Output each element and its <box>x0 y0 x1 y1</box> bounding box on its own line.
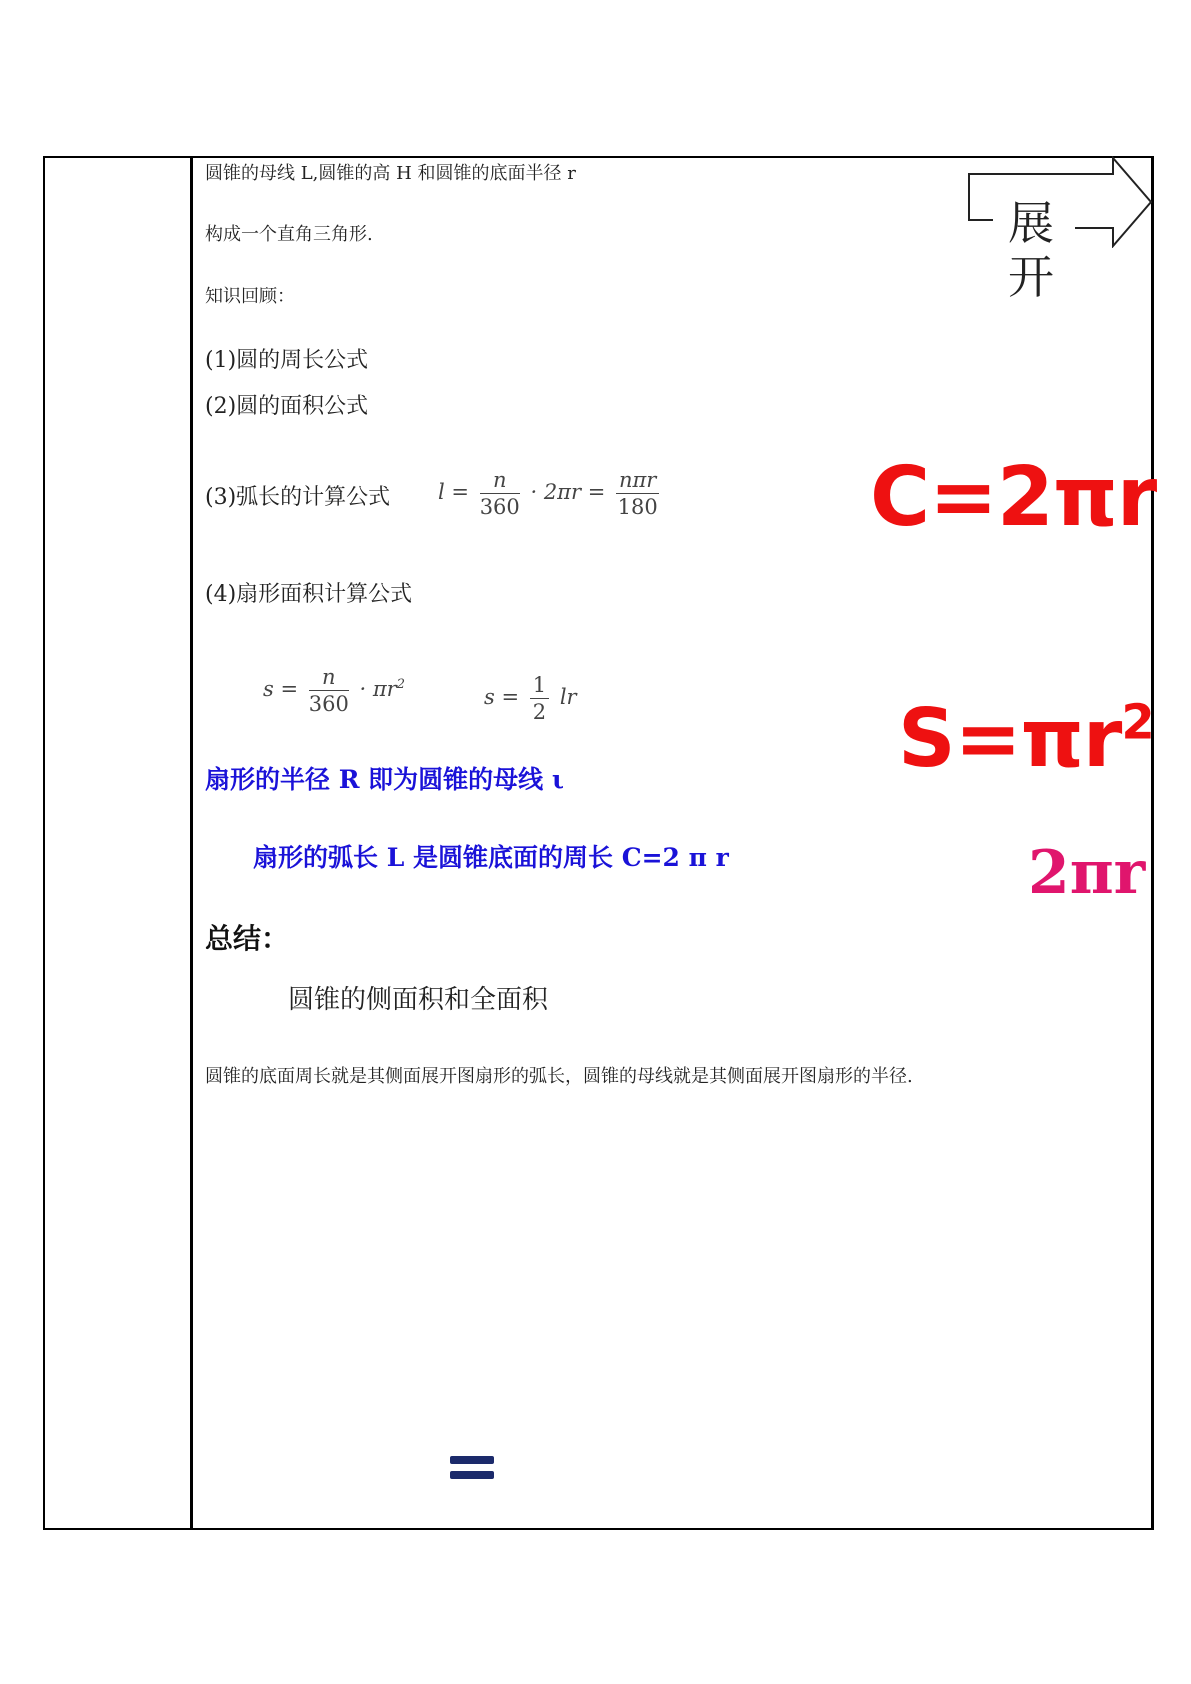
conclusion-text: 圆锥的底面周长就是其侧面展开图扇形的弧长，圆锥的母线就是其侧面展开图扇形的半径. <box>205 1066 913 1087</box>
arc-denominator-2: 180 <box>617 495 658 519</box>
right-border <box>1151 156 1154 1530</box>
arc-denominator: 360 <box>479 495 520 519</box>
sector-numerator: n <box>309 664 349 691</box>
arc-fraction-n-360 <box>480 467 520 520</box>
sector-lhs: s = <box>263 677 299 701</box>
right-triangle-line: 构成一个直角三角形. <box>205 224 373 245</box>
area-annotation <box>898 692 1154 785</box>
item-area-formula: (2)圆的面积公式 <box>205 394 369 419</box>
circumference-annotation: C=2πr <box>870 450 1157 545</box>
column-divider <box>190 156 193 1530</box>
arc-numerator-2: nπr <box>616 467 659 494</box>
summary-subtitle: 圆锥的侧面积和全面积 <box>288 985 549 1015</box>
arc-length-formula <box>438 467 663 520</box>
sector-fraction <box>309 664 349 717</box>
half-tail: lr <box>559 685 577 709</box>
half-denominator: 2 <box>532 700 547 724</box>
sector-denominator: 360 <box>308 692 349 716</box>
cone-definition-line: 圆锥的母线 L,圆锥的高 H 和圆锥的底面半径 r <box>205 163 576 184</box>
sector-square: 2 <box>396 677 406 692</box>
arc-lhs: l = <box>438 480 469 504</box>
area-main: S=πr <box>898 692 1122 785</box>
item-arc-length-formula: (3)弧长的计算公式 <box>205 485 391 510</box>
half-lr-formula <box>484 672 577 725</box>
equals-sign-icon <box>450 1456 494 1486</box>
summary-heading: 总结： <box>205 922 290 955</box>
sector-tail: · πr <box>359 677 397 701</box>
equals-bar-top <box>450 1456 494 1464</box>
expand-label <box>1005 196 1057 304</box>
half-fraction <box>530 672 549 725</box>
half-lhs: s = <box>484 685 520 709</box>
sector-radius-note: 扇形的半径 R 即为圆锥的母线 ι <box>205 765 564 794</box>
equals-bar-bottom <box>450 1471 494 1479</box>
review-heading: 知识回顾： <box>205 286 295 307</box>
item-sector-area-formula: (4)扇形面积计算公式 <box>205 582 413 607</box>
expand-label-bottom: 开 <box>1008 250 1054 304</box>
arc-numerator: n <box>480 467 520 494</box>
sector-area-formula <box>263 664 405 717</box>
half-numerator: 1 <box>530 672 549 699</box>
arc-middle: · 2πr = <box>530 480 606 504</box>
sector-arc-note: 扇形的弧长 L 是圆锥底面的周长 C=2 π r <box>253 843 729 872</box>
item-circumference-formula: (1)圆的周长公式 <box>205 348 369 373</box>
two-pi-r-annotation: 2πr <box>1028 838 1146 908</box>
expand-arrow-icon <box>963 156 1157 248</box>
arc-fraction-nr-180 <box>616 467 659 520</box>
area-square: 2 <box>1121 694 1154 751</box>
expand-label-top: 展 <box>1008 196 1054 250</box>
